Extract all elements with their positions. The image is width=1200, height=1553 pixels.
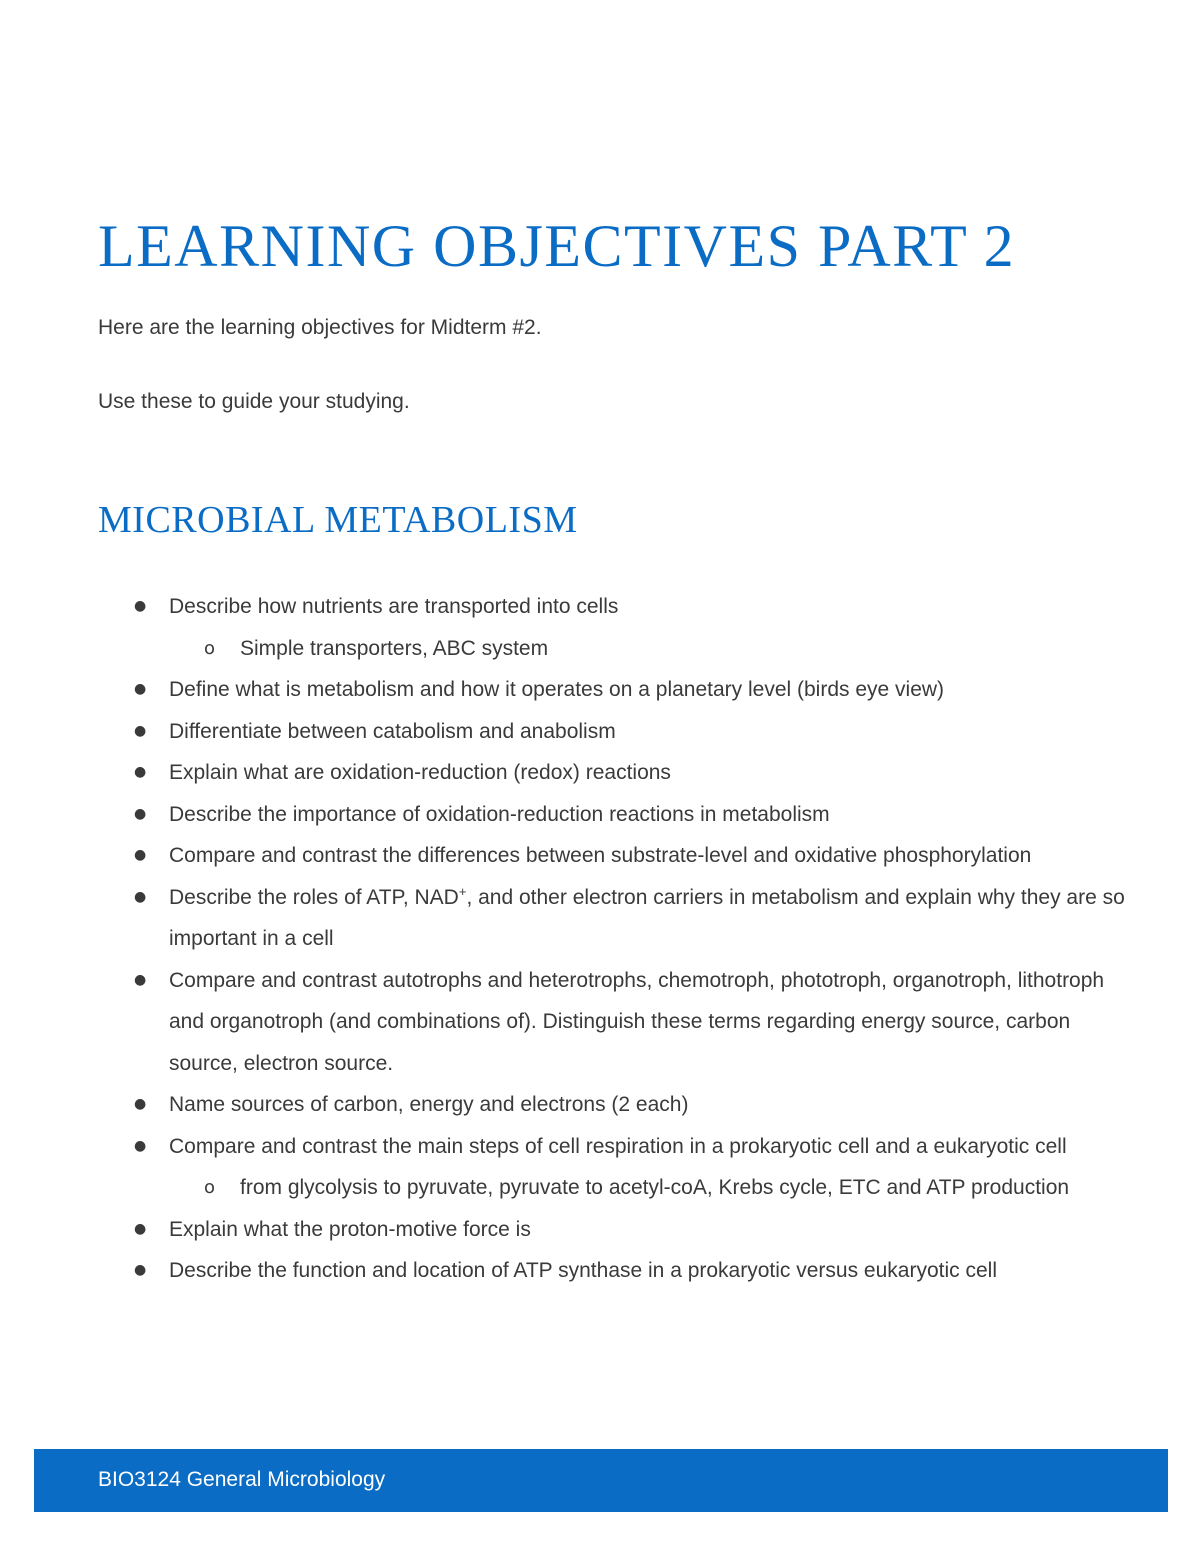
objective-text: Describe how nutrients are transported into cells (169, 595, 619, 618)
objective-item (98, 1250, 1128, 1292)
bullet-icon: ● (134, 1262, 147, 1278)
bullet-icon: ● (134, 1096, 147, 1112)
objective-text: Define what is metabolism and how it operates on a planetary level (birds eye view) (169, 678, 945, 701)
objective-text (169, 883, 1125, 951)
objective-text-end: , and other electron carriers in metabolism and explain why they are so important in a cell (169, 885, 1125, 950)
objective-item (98, 794, 1128, 836)
sub-objective-item (98, 628, 1128, 670)
bullet-icon: ● (134, 1137, 147, 1154)
objective-item (98, 752, 1128, 794)
objective-item (98, 835, 1128, 877)
objective-text-start: Describe the roles of ATP, NAD (169, 885, 459, 909)
objective-text: from glycolysis to pyruvate, pyruvate to acetyl-coA, Krebs cycle, ETC and ATP production (240, 1176, 1070, 1199)
bullet-icon: ● (134, 681, 147, 697)
intro-line: Here are the learning objectives for Midterm #2. (98, 316, 542, 339)
bullet-icon: ● (134, 764, 147, 780)
objective-text: Explain what the proton-motive force is (169, 1217, 531, 1241)
bullet-icon: ● (134, 971, 147, 988)
superscript-plus: + (458, 883, 467, 899)
hollow-bullet-icon: o (204, 1177, 216, 1198)
sub-objective-item (98, 1167, 1128, 1209)
objective-text: Differentiate between catabolism and anabolism (169, 719, 616, 743)
section-heading: MICROBIAL METABOLISM (98, 499, 578, 541)
bullet-icon: ● (134, 805, 147, 822)
objective-text: Describe the importance of oxidation-reduction reactions in metabolism (169, 802, 830, 826)
objective-item (98, 960, 1128, 1085)
objective-item (98, 1084, 1128, 1126)
objective-item (98, 711, 1128, 753)
bullet-icon: ● (134, 1220, 147, 1237)
objective-item (98, 669, 1128, 711)
objective-item (98, 586, 1128, 628)
objective-item (98, 877, 1128, 960)
objective-text: Simple transporters, ABC system (240, 636, 549, 660)
objective-item (98, 1126, 1128, 1168)
footer-bar (34, 1449, 1168, 1512)
objective-text: Compare and contrast the differences between substrate-level and oxidative phosphorylation (169, 844, 1032, 867)
bullet-icon: ● (134, 598, 147, 614)
objective-text: Compare and contrast autotrophs and heterotrophs, chemotroph, phototroph, organotroph, lithotroph and organotroph (and combinations of). Distinguish these terms regarding energy source, carbon source, electron source. (169, 968, 1105, 1075)
objectives-list (98, 586, 1128, 1292)
objective-text: Name sources of carbon, energy and electrons (2 each) (169, 1093, 689, 1116)
bullet-icon: ● (134, 888, 147, 905)
footer-course-name: BIO3124 General Microbiology (98, 1468, 386, 1491)
objective-text: Compare and contrast the main steps of cell respiration in a prokaryotic cell and a eukaryotic cell (169, 1134, 1067, 1158)
hollow-bullet-icon: o (204, 637, 216, 659)
page-title: LEARNING OBJECTIVES PART 2 (98, 213, 1016, 279)
objective-text: Describe the function and location of ATP synthase in a prokaryotic versus eukaryotic cell (169, 1259, 997, 1282)
bullet-icon: ● (134, 722, 147, 739)
objective-text: Explain what are oxidation-reduction (redox) reactions (169, 761, 671, 784)
objective-item (98, 1209, 1128, 1251)
bullet-icon: ● (134, 847, 147, 863)
intro-line: Use these to guide your studying. (98, 390, 410, 413)
